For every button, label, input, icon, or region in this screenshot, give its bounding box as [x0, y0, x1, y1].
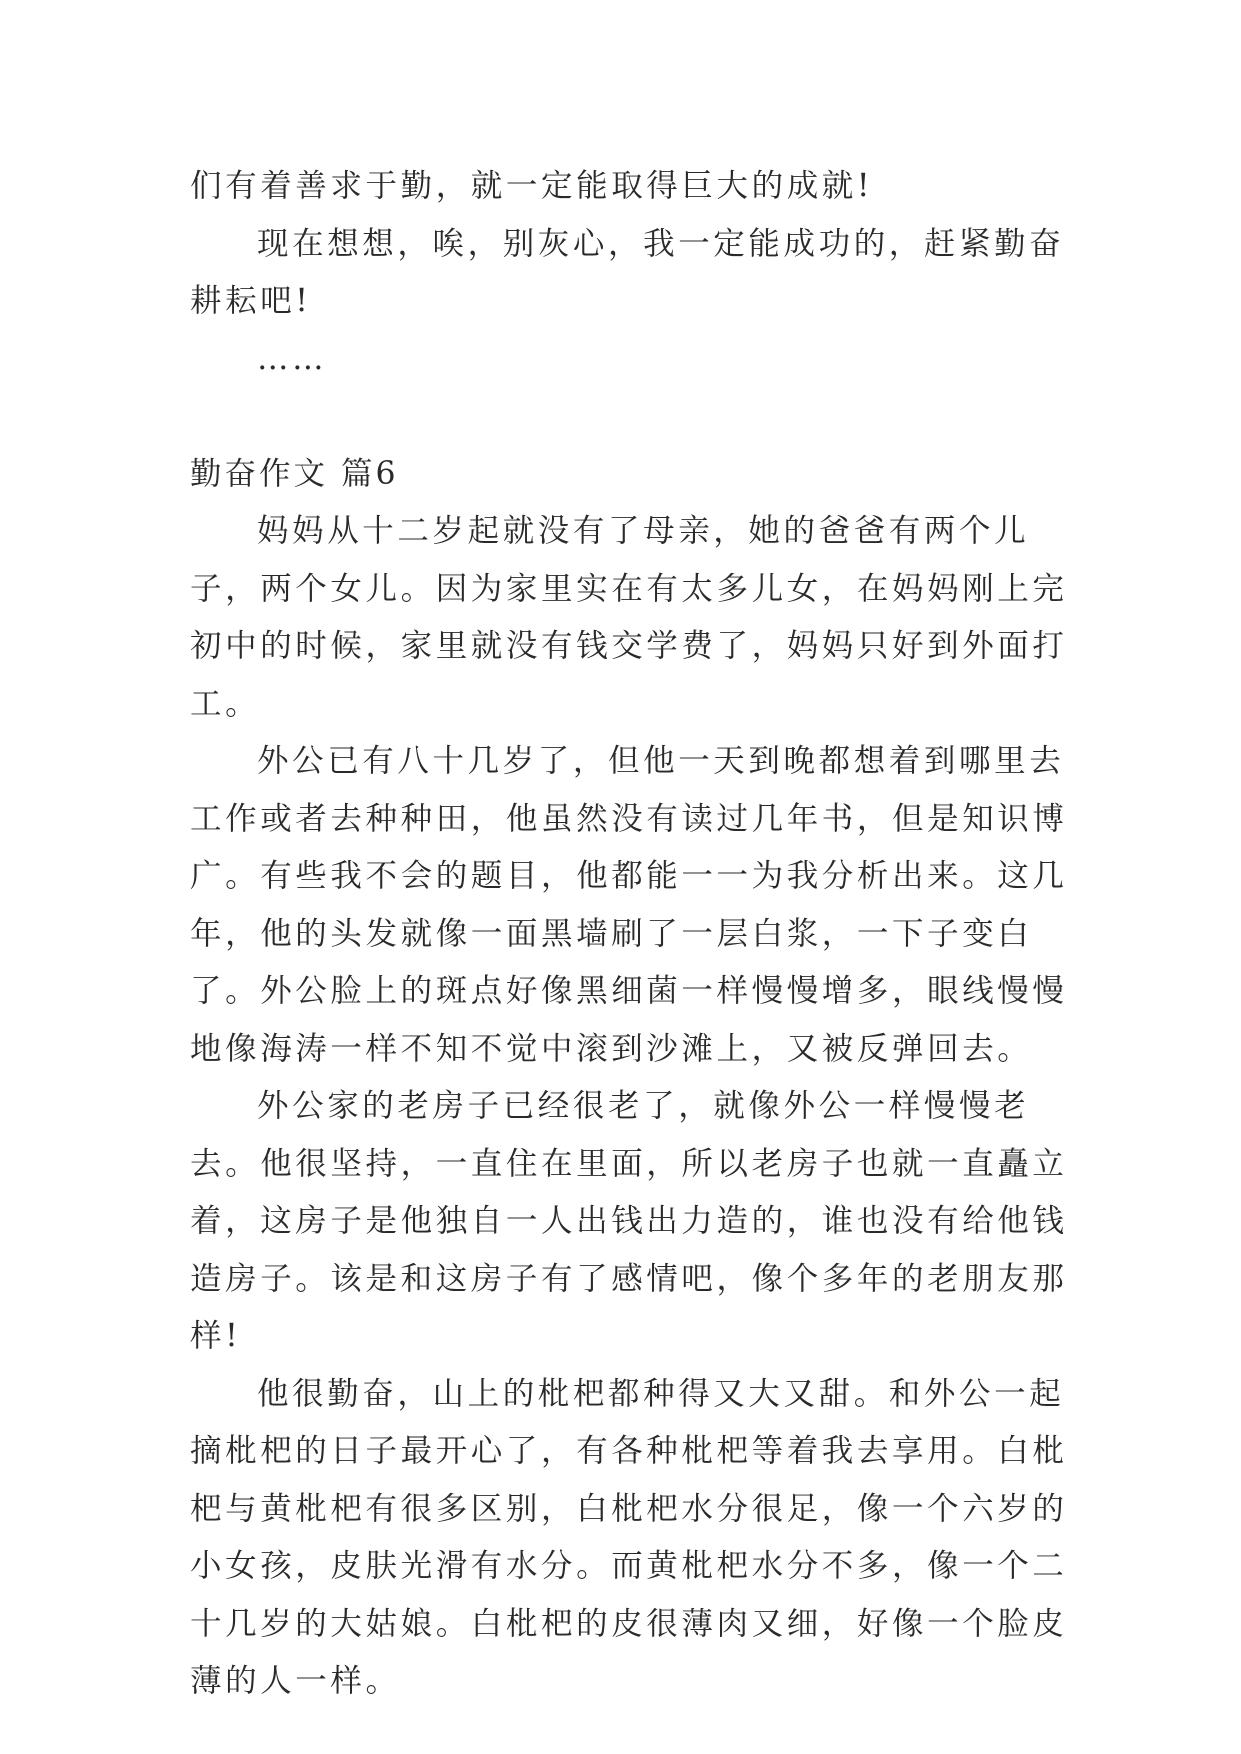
paragraph: 现在想想，唉，别灰心，我一定能成功的，赶紧勤奋耕耘吧!: [190, 225, 1065, 319]
document-body: [190, 158, 1070, 1711]
spacer: [190, 388, 1070, 446]
ellipsis: ……: [257, 340, 328, 377]
paragraph: 外公家的老房子已经很老了，就像外公一样慢慢老去。他很坚持，一直住在里面，所以老房子也就一直矗立着，这房子是他独自一人出钱出力造的，谁也没有给他钱造房子。该是和这房子有了感情吧，像个多年的老朋友那样!: [190, 1088, 1068, 1354]
paragraph: 他很勤奋，山上的枇杷都种得又大又甜。和外公一起摘枇杷的日子最开心了，有各种枇杷等着我去享用。白枇杷与黄枇杷有很多区别，白枇杷水分很足，像一个六岁的小女孩，皮肤光滑有水分。而黄枇杷水分不多，像一个二十几岁的大姑娘。白枇杷的皮很薄肉又细，好像一个脸皮薄的人一样。: [190, 1375, 1068, 1699]
paragraph-continued: 们有着善求于勤，就一定能取得巨大的成就!: [190, 168, 874, 204]
paragraph: 妈妈从十二岁起就没有了母亲，她的爸爸有两个儿子，两个女儿。因为家里实在有太多儿女，在妈妈刚上完初中的时候，家里就没有钱交学费了，妈妈只好到外面打工。: [190, 513, 1068, 722]
section-heading: 勤奋作文 篇6: [190, 455, 399, 492]
paragraph: 外公已有八十几岁了，但他一天到晚都想着到哪里去工作或者去种种田，他虽然没有读过几年书，但是知识博广。有些我不会的题目，他都能一一为我分析出来。这几年，他的头发就像一面黑墙刷了一层白浆，一下子变白了。外公脸上的斑点好像黑细菌一样慢慢增多，眼线慢慢地像海涛一样不知不觉中滚到沙滩上，又被反弹回去。: [190, 743, 1068, 1067]
